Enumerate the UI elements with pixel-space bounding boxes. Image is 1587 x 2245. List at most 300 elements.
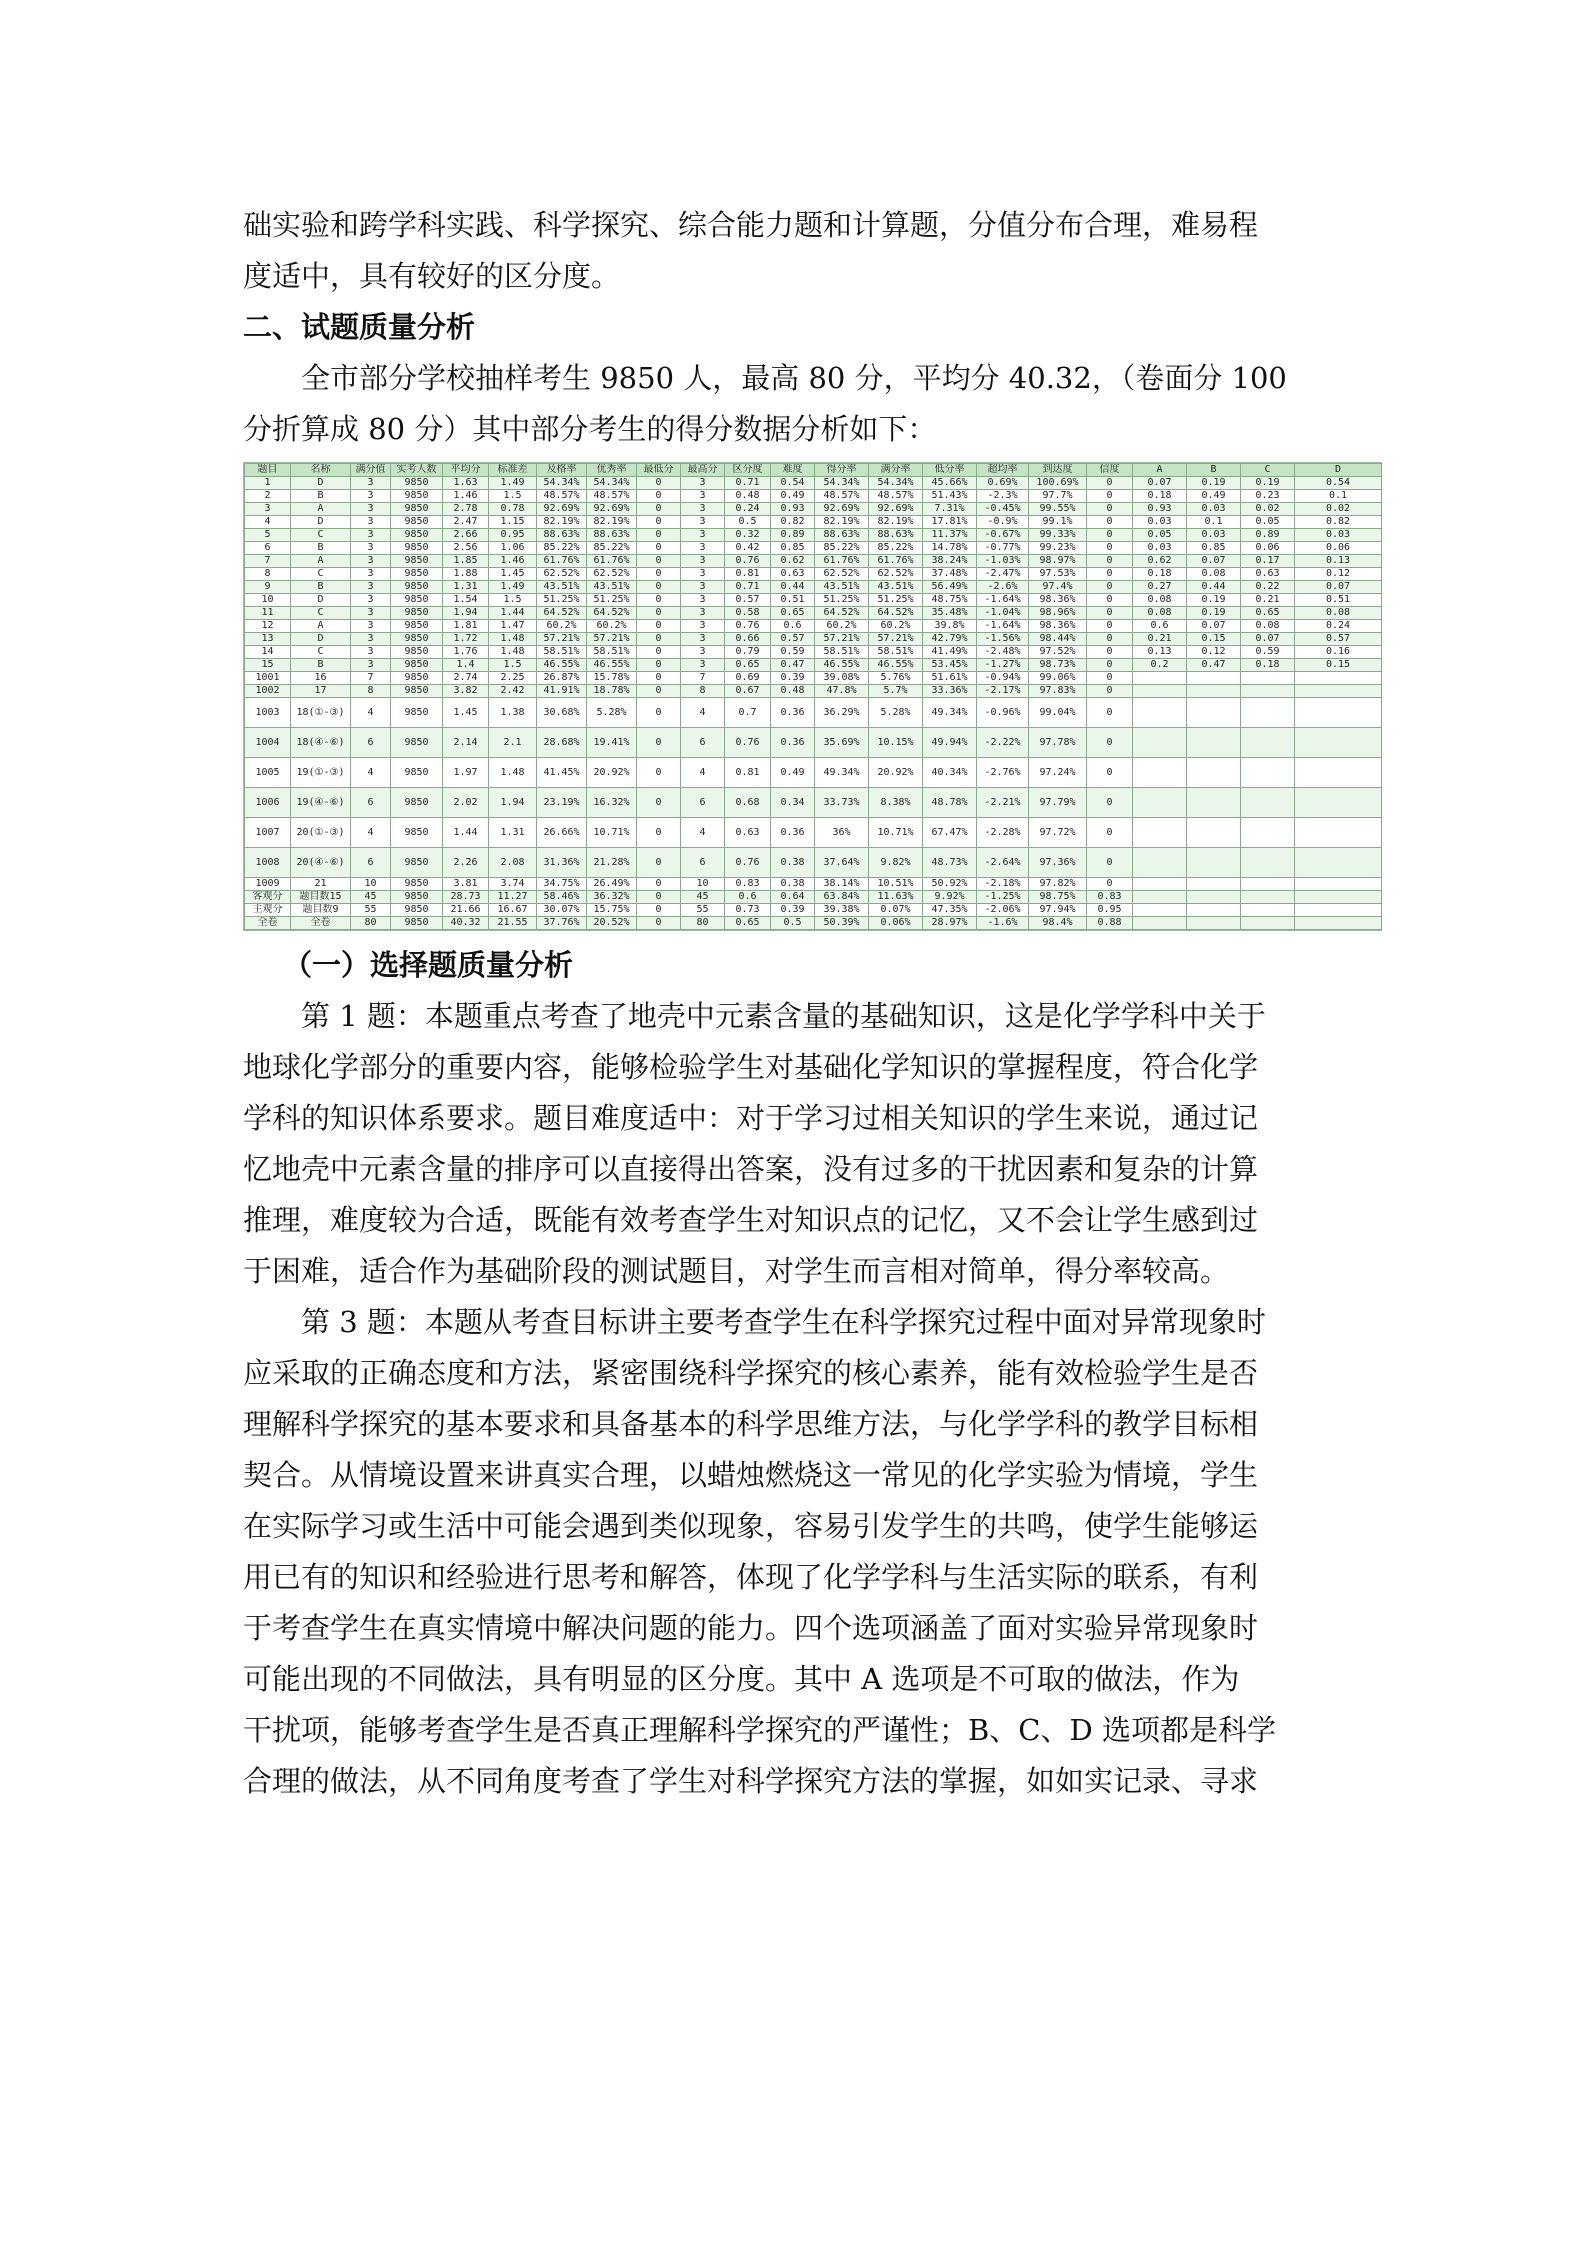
table-cell: 16 (291, 672, 351, 685)
table-cell: 0 (637, 917, 681, 930)
table-cell: 0 (637, 607, 681, 620)
document-page (243, 200, 1351, 1807)
table-cell: 0 (637, 698, 681, 728)
table-cell: 0.24 (725, 503, 771, 516)
table-cell: 0.06 (1295, 542, 1382, 555)
table-cell: C (291, 607, 351, 620)
table-cell: 0 (1087, 659, 1133, 672)
table-cell: 82.19% (537, 516, 587, 529)
table-cell: 10.51% (869, 878, 923, 891)
table-cell: -1.25% (977, 891, 1029, 904)
table-cell: 3 (351, 581, 391, 594)
column-header: 最低分 (637, 464, 681, 477)
table-cell: 9 (245, 581, 291, 594)
table-cell: 82.19% (587, 516, 637, 529)
table-cell: 0 (1087, 555, 1133, 568)
table-cell: 0.71 (725, 477, 771, 490)
table-cell: 46.55% (537, 659, 587, 672)
table-cell: 10 (681, 878, 725, 891)
table-cell: 7.31% (923, 503, 977, 516)
table-cell: 46.55% (815, 659, 869, 672)
table-cell: 1.46 (443, 490, 489, 503)
table-cell: 92.69% (587, 503, 637, 516)
table-cell: D (291, 516, 351, 529)
table-row (245, 477, 1382, 490)
table-cell: 30.68% (537, 698, 587, 728)
table-cell (1187, 848, 1241, 878)
table-row (245, 917, 1382, 930)
table-cell: 20.92% (869, 758, 923, 788)
table-cell: 0.76 (725, 620, 771, 633)
table-cell: 21.66 (443, 904, 489, 917)
table-cell: 3 (351, 542, 391, 555)
table-cell: -1.6% (977, 917, 1029, 930)
table-cell: 0.7 (725, 698, 771, 728)
table-cell: 48.57% (587, 490, 637, 503)
table-cell: 41.45% (537, 758, 587, 788)
table-row (245, 659, 1382, 672)
table-cell: A (291, 503, 351, 516)
table-cell: 45 (351, 891, 391, 904)
table-cell: 10 (245, 594, 291, 607)
table-cell: 0.36 (771, 698, 815, 728)
table-cell: 0 (637, 685, 681, 698)
text-line: 学科的知识体系要求。题目难度适中：对于学习过相关知识的学生来说，通过记 (243, 1101, 1259, 1135)
column-header: 信度 (1087, 464, 1133, 477)
table-cell: 0.63 (771, 568, 815, 581)
table-cell: 0.93 (771, 503, 815, 516)
table-cell (1133, 878, 1187, 891)
table-cell (1133, 685, 1187, 698)
table-cell: 0.07 (1241, 633, 1295, 646)
table-cell: -2.17% (977, 685, 1029, 698)
table-row (245, 904, 1382, 917)
table-cell: 0 (637, 818, 681, 848)
table-cell: 3 (681, 529, 725, 542)
table-cell: 85.22% (587, 542, 637, 555)
table-cell: 3 (681, 594, 725, 607)
table-cell: 16.32% (587, 788, 637, 818)
column-header: 满分率 (869, 464, 923, 477)
table-cell: 9850 (391, 633, 443, 646)
table-cell: 10.71% (869, 818, 923, 848)
table-cell: -1.56% (977, 633, 1029, 646)
table-cell (1187, 818, 1241, 848)
table-cell (1133, 698, 1187, 728)
table-cell: 2.1 (489, 728, 537, 758)
table-cell: 1.15 (489, 516, 537, 529)
table-cell: 0.08 (1295, 607, 1382, 620)
table-cell: 6 (351, 848, 391, 878)
table-cell: -0.9% (977, 516, 1029, 529)
table-cell: 0.48 (725, 490, 771, 503)
table-cell: 1.97 (443, 758, 489, 788)
table-cell: 58.51% (587, 646, 637, 659)
table-cell: 3 (351, 594, 391, 607)
table-cell: 9850 (391, 878, 443, 891)
table-cell: 60.2% (869, 620, 923, 633)
table-cell: 0.76 (725, 728, 771, 758)
table-cell: 0 (637, 503, 681, 516)
table-cell: 0.32 (725, 529, 771, 542)
table-row (245, 758, 1382, 788)
table-cell: 98.97% (1029, 555, 1087, 568)
table-cell: 0 (1087, 490, 1133, 503)
table-cell: 0 (637, 490, 681, 503)
table-cell: 7 (245, 555, 291, 568)
table-cell: 0 (1087, 503, 1133, 516)
table-cell (1187, 917, 1241, 930)
table-cell: 0 (1087, 698, 1133, 728)
table-cell: 题目数15 (291, 891, 351, 904)
table-row (245, 728, 1382, 758)
table-cell: D (291, 633, 351, 646)
table-cell: 0 (637, 542, 681, 555)
table-cell: 0.89 (1241, 529, 1295, 542)
table-cell: 99.33% (1029, 529, 1087, 542)
table-cell: 0 (1087, 542, 1133, 555)
table-cell (1241, 848, 1295, 878)
table-cell: 64.52% (869, 607, 923, 620)
table-cell: 1.94 (489, 788, 537, 818)
table-cell: 99.04% (1029, 698, 1087, 728)
table-cell: 3 (681, 516, 725, 529)
table-cell: 99.55% (1029, 503, 1087, 516)
table-cell: 0.03 (1133, 516, 1187, 529)
column-header: 及格率 (537, 464, 587, 477)
table-cell: 46.55% (587, 659, 637, 672)
table-cell: 0.6 (1133, 620, 1187, 633)
table-cell: 0.06% (869, 917, 923, 930)
table-cell: 客观分 (245, 891, 291, 904)
column-header: 超均率 (977, 464, 1029, 477)
table-cell: 0 (637, 555, 681, 568)
table-cell: 39.8% (923, 620, 977, 633)
table-cell: 0 (637, 758, 681, 788)
table-cell (1187, 788, 1241, 818)
table-cell: 1004 (245, 728, 291, 758)
table-cell: -2.64% (977, 848, 1029, 878)
table-cell (1133, 904, 1187, 917)
table-cell: 0.81 (725, 758, 771, 788)
table-cell: 1.46 (489, 555, 537, 568)
table-cell: 0.15 (1187, 633, 1241, 646)
table-cell: 0.67 (725, 685, 771, 698)
column-header: A (1133, 464, 1187, 477)
table-cell: 0.65 (725, 917, 771, 930)
table-cell: 58.51% (869, 646, 923, 659)
table-cell (1187, 728, 1241, 758)
table-cell: 3 (351, 568, 391, 581)
table-cell: 0.58 (725, 607, 771, 620)
table-cell: 0.1 (1187, 516, 1241, 529)
table-cell: 0.89 (771, 529, 815, 542)
table-cell: 61.76% (587, 555, 637, 568)
table-cell: 54.34% (869, 477, 923, 490)
table-cell: 80 (351, 917, 391, 930)
table-cell: 2.78 (443, 503, 489, 516)
table-cell: 0.82 (771, 516, 815, 529)
text-line: 度适中，具有较好的区分度。 (243, 259, 621, 293)
table-cell: 3 (681, 555, 725, 568)
table-cell: 54.34% (815, 477, 869, 490)
table-cell: 28.68% (537, 728, 587, 758)
table-cell (1133, 728, 1187, 758)
table-cell: 9850 (391, 891, 443, 904)
table-cell: 20.92% (587, 758, 637, 788)
table-cell: 97.94% (1029, 904, 1087, 917)
table-cell: 0.36 (771, 818, 815, 848)
column-header: 优秀率 (587, 464, 637, 477)
table-cell: 97.36% (1029, 848, 1087, 878)
table-cell: -1.04% (977, 607, 1029, 620)
table-cell: 9850 (391, 490, 443, 503)
table-cell: 1.76 (443, 646, 489, 659)
table-cell: 0.08 (1133, 607, 1187, 620)
table-cell (1241, 788, 1295, 818)
table-cell: 64.52% (587, 607, 637, 620)
table-cell: 51.25% (587, 594, 637, 607)
table-cell: 0.62 (771, 555, 815, 568)
table-cell: 97.24% (1029, 758, 1087, 788)
table-cell: 3 (681, 646, 725, 659)
table-cell: 53.45% (923, 659, 977, 672)
table-cell: 0.48 (771, 685, 815, 698)
table-cell: 1.5 (489, 659, 537, 672)
table-cell: 3 (681, 581, 725, 594)
table-cell: 0 (637, 568, 681, 581)
table-cell (1241, 728, 1295, 758)
table-cell: 全卷 (245, 917, 291, 930)
table-cell: 0.39 (771, 672, 815, 685)
table-cell: 42.79% (923, 633, 977, 646)
table-cell: A (291, 620, 351, 633)
text-line: 于困难，适合作为基础阶段的测试题目，对学生而言相对简单，得分率较高。 (243, 1254, 1230, 1288)
table-cell: B (291, 659, 351, 672)
intro-paragraph (243, 200, 1348, 302)
table-cell (1295, 848, 1382, 878)
table-cell: 28.97% (923, 917, 977, 930)
table-cell: 15.78% (587, 672, 637, 685)
table-cell: 0 (637, 904, 681, 917)
table-cell: 3 (681, 542, 725, 555)
table-row (245, 891, 1382, 904)
table-cell: 3 (681, 607, 725, 620)
table-cell: 85.22% (869, 542, 923, 555)
table-cell: 97.52% (1029, 646, 1087, 659)
table-cell: 0 (1087, 477, 1133, 490)
table-cell: 0.6 (725, 891, 771, 904)
table-cell: 题目数9 (291, 904, 351, 917)
table-cell: 0 (637, 477, 681, 490)
table-cell: 3 (351, 555, 391, 568)
table-row (245, 620, 1382, 633)
table-cell: 0.5 (771, 917, 815, 930)
table-cell: 37.48% (923, 568, 977, 581)
table-cell: 3 (351, 529, 391, 542)
table-cell: 0.49 (771, 758, 815, 788)
table-cell: 58.46% (537, 891, 587, 904)
text-line: 在实际学习或生活中可能会遇到类似现象，容易引发学生的共鸣，使学生能够运 (243, 1509, 1259, 1543)
table-cell: 0.07 (1295, 581, 1382, 594)
table-cell: 0.63 (725, 818, 771, 848)
table-cell: 0 (1087, 620, 1133, 633)
table-cell: 3 (351, 620, 391, 633)
table-cell: 9850 (391, 659, 443, 672)
table-cell: 0.03 (1187, 529, 1241, 542)
table-row (245, 646, 1382, 659)
column-header: 满分值 (351, 464, 391, 477)
table-row (245, 516, 1382, 529)
table-cell: 3 (351, 516, 391, 529)
table-cell: 49.34% (815, 758, 869, 788)
table-cell: 1.81 (443, 620, 489, 633)
table-cell: 20(①-③) (291, 818, 351, 848)
table-cell: 62.52% (537, 568, 587, 581)
table-cell: 0 (1087, 594, 1133, 607)
table-cell: 3 (681, 620, 725, 633)
table-cell: 0 (637, 788, 681, 818)
table-cell: 9850 (391, 529, 443, 542)
table-cell: 9850 (391, 685, 443, 698)
table-cell (1187, 891, 1241, 904)
table-cell: 26.49% (587, 878, 637, 891)
table-cell: 0.13 (1133, 646, 1187, 659)
table-cell (1241, 878, 1295, 891)
table-cell: 6 (351, 728, 391, 758)
table-cell: 2.74 (443, 672, 489, 685)
table-cell: 0 (637, 891, 681, 904)
column-header: 平均分 (443, 464, 489, 477)
table-cell: 1.94 (443, 607, 489, 620)
table-cell: 9850 (391, 503, 443, 516)
table-cell: 36% (815, 818, 869, 848)
table-cell: 43.51% (815, 581, 869, 594)
table-cell: 0.69 (725, 672, 771, 685)
table-cell: 23.19% (537, 788, 587, 818)
table-cell: 0.85 (1187, 542, 1241, 555)
table-cell: 2.42 (489, 685, 537, 698)
table-cell: 2 (245, 490, 291, 503)
table-cell: 82.19% (869, 516, 923, 529)
table-cell: 57.21% (869, 633, 923, 646)
table-cell: 主观分 (245, 904, 291, 917)
table-cell: 1.48 (489, 758, 537, 788)
table-cell: 17 (291, 685, 351, 698)
table-cell: 36.32% (587, 891, 637, 904)
table-cell: 3 (351, 503, 391, 516)
text-line: 契合。从情境设置来讲真实合理，以蜡烛燃烧这一常见的化学实验为情境，学生 (243, 1458, 1259, 1492)
table-cell: B (291, 581, 351, 594)
table-cell: 8 (681, 685, 725, 698)
table-cell: 3 (351, 646, 391, 659)
table-cell: 0 (1087, 607, 1133, 620)
table-cell: 51.61% (923, 672, 977, 685)
table-cell: 4 (681, 698, 725, 728)
table-cell (1187, 672, 1241, 685)
table-cell: 18.78% (587, 685, 637, 698)
table-cell: 0.49 (771, 490, 815, 503)
table-row (245, 672, 1382, 685)
section-heading-quality: 二、试题质量分析 (243, 310, 476, 344)
text-line: 可能出现的不同做法，具有明显的区分度。其中 A 选项是不可取的做法，作为 (243, 1662, 1240, 1696)
table-cell: 9.82% (869, 848, 923, 878)
table-cell (1133, 672, 1187, 685)
table-row (245, 581, 1382, 594)
table-cell: 40.34% (923, 758, 977, 788)
table-cell: 4 (351, 698, 391, 728)
column-header: B (1187, 464, 1241, 477)
table-cell (1295, 917, 1382, 930)
table-cell: 0.79 (725, 646, 771, 659)
table-cell: 4 (351, 758, 391, 788)
table-cell: 0.07 (1187, 620, 1241, 633)
column-header: 到达度 (1029, 464, 1087, 477)
table-cell: 8 (351, 685, 391, 698)
table-cell: 1.38 (489, 698, 537, 728)
table-cell: 88.63% (815, 529, 869, 542)
table-cell: 9850 (391, 607, 443, 620)
table-row (245, 698, 1382, 728)
table-cell (1241, 672, 1295, 685)
table-cell: 1.48 (489, 646, 537, 659)
table-cell: 99.06% (1029, 672, 1087, 685)
column-header: D (1295, 464, 1382, 477)
table-cell: 98.44% (1029, 633, 1087, 646)
table-row (245, 848, 1382, 878)
table-cell: 0.27 (1133, 581, 1187, 594)
table-cell: 1006 (245, 788, 291, 818)
table-cell: 0.76 (725, 848, 771, 878)
table-cell: 21.55 (489, 917, 537, 930)
table-row (245, 529, 1382, 542)
table-cell: 41.49% (923, 646, 977, 659)
table-cell: -2.28% (977, 818, 1029, 848)
table-cell: 0 (637, 659, 681, 672)
table-cell: 97.72% (1029, 818, 1087, 848)
table-cell: 61.76% (537, 555, 587, 568)
table-cell: 92.69% (537, 503, 587, 516)
table-cell: 43.51% (537, 581, 587, 594)
table-cell: 0 (637, 646, 681, 659)
table-cell (1187, 685, 1241, 698)
text-line: 合理的做法，从不同角度考查了学生对科学探究方法的掌握，如如实记录、寻求 (243, 1764, 1259, 1798)
table-cell: 0.02 (1295, 503, 1382, 516)
table-cell: 0 (637, 878, 681, 891)
table-body (245, 477, 1382, 930)
table-cell: 0.57 (771, 633, 815, 646)
table-cell: 1.48 (489, 633, 537, 646)
table-cell: 6 (245, 542, 291, 555)
table-cell: 全卷 (291, 917, 351, 930)
table-cell: 0.13 (1295, 555, 1382, 568)
table-row (245, 555, 1382, 568)
table-cell: 9850 (391, 646, 443, 659)
table-cell: 1.72 (443, 633, 489, 646)
table-cell: 0.07 (1133, 477, 1187, 490)
text-line: 第 3 题：本题从考查目标讲主要考查学生在科学探究过程中面对异常现象时 (301, 1305, 1266, 1339)
table-cell: 0 (1087, 878, 1133, 891)
table-cell (1295, 818, 1382, 848)
table-cell: 0.18 (1241, 659, 1295, 672)
table-row (245, 503, 1382, 516)
table-cell: 7 (351, 672, 391, 685)
table-cell: 60.2% (815, 620, 869, 633)
table-cell: 0.42 (725, 542, 771, 555)
table-cell: 49.94% (923, 728, 977, 758)
table-cell: 34.75% (537, 878, 587, 891)
table-cell: 99.1% (1029, 516, 1087, 529)
